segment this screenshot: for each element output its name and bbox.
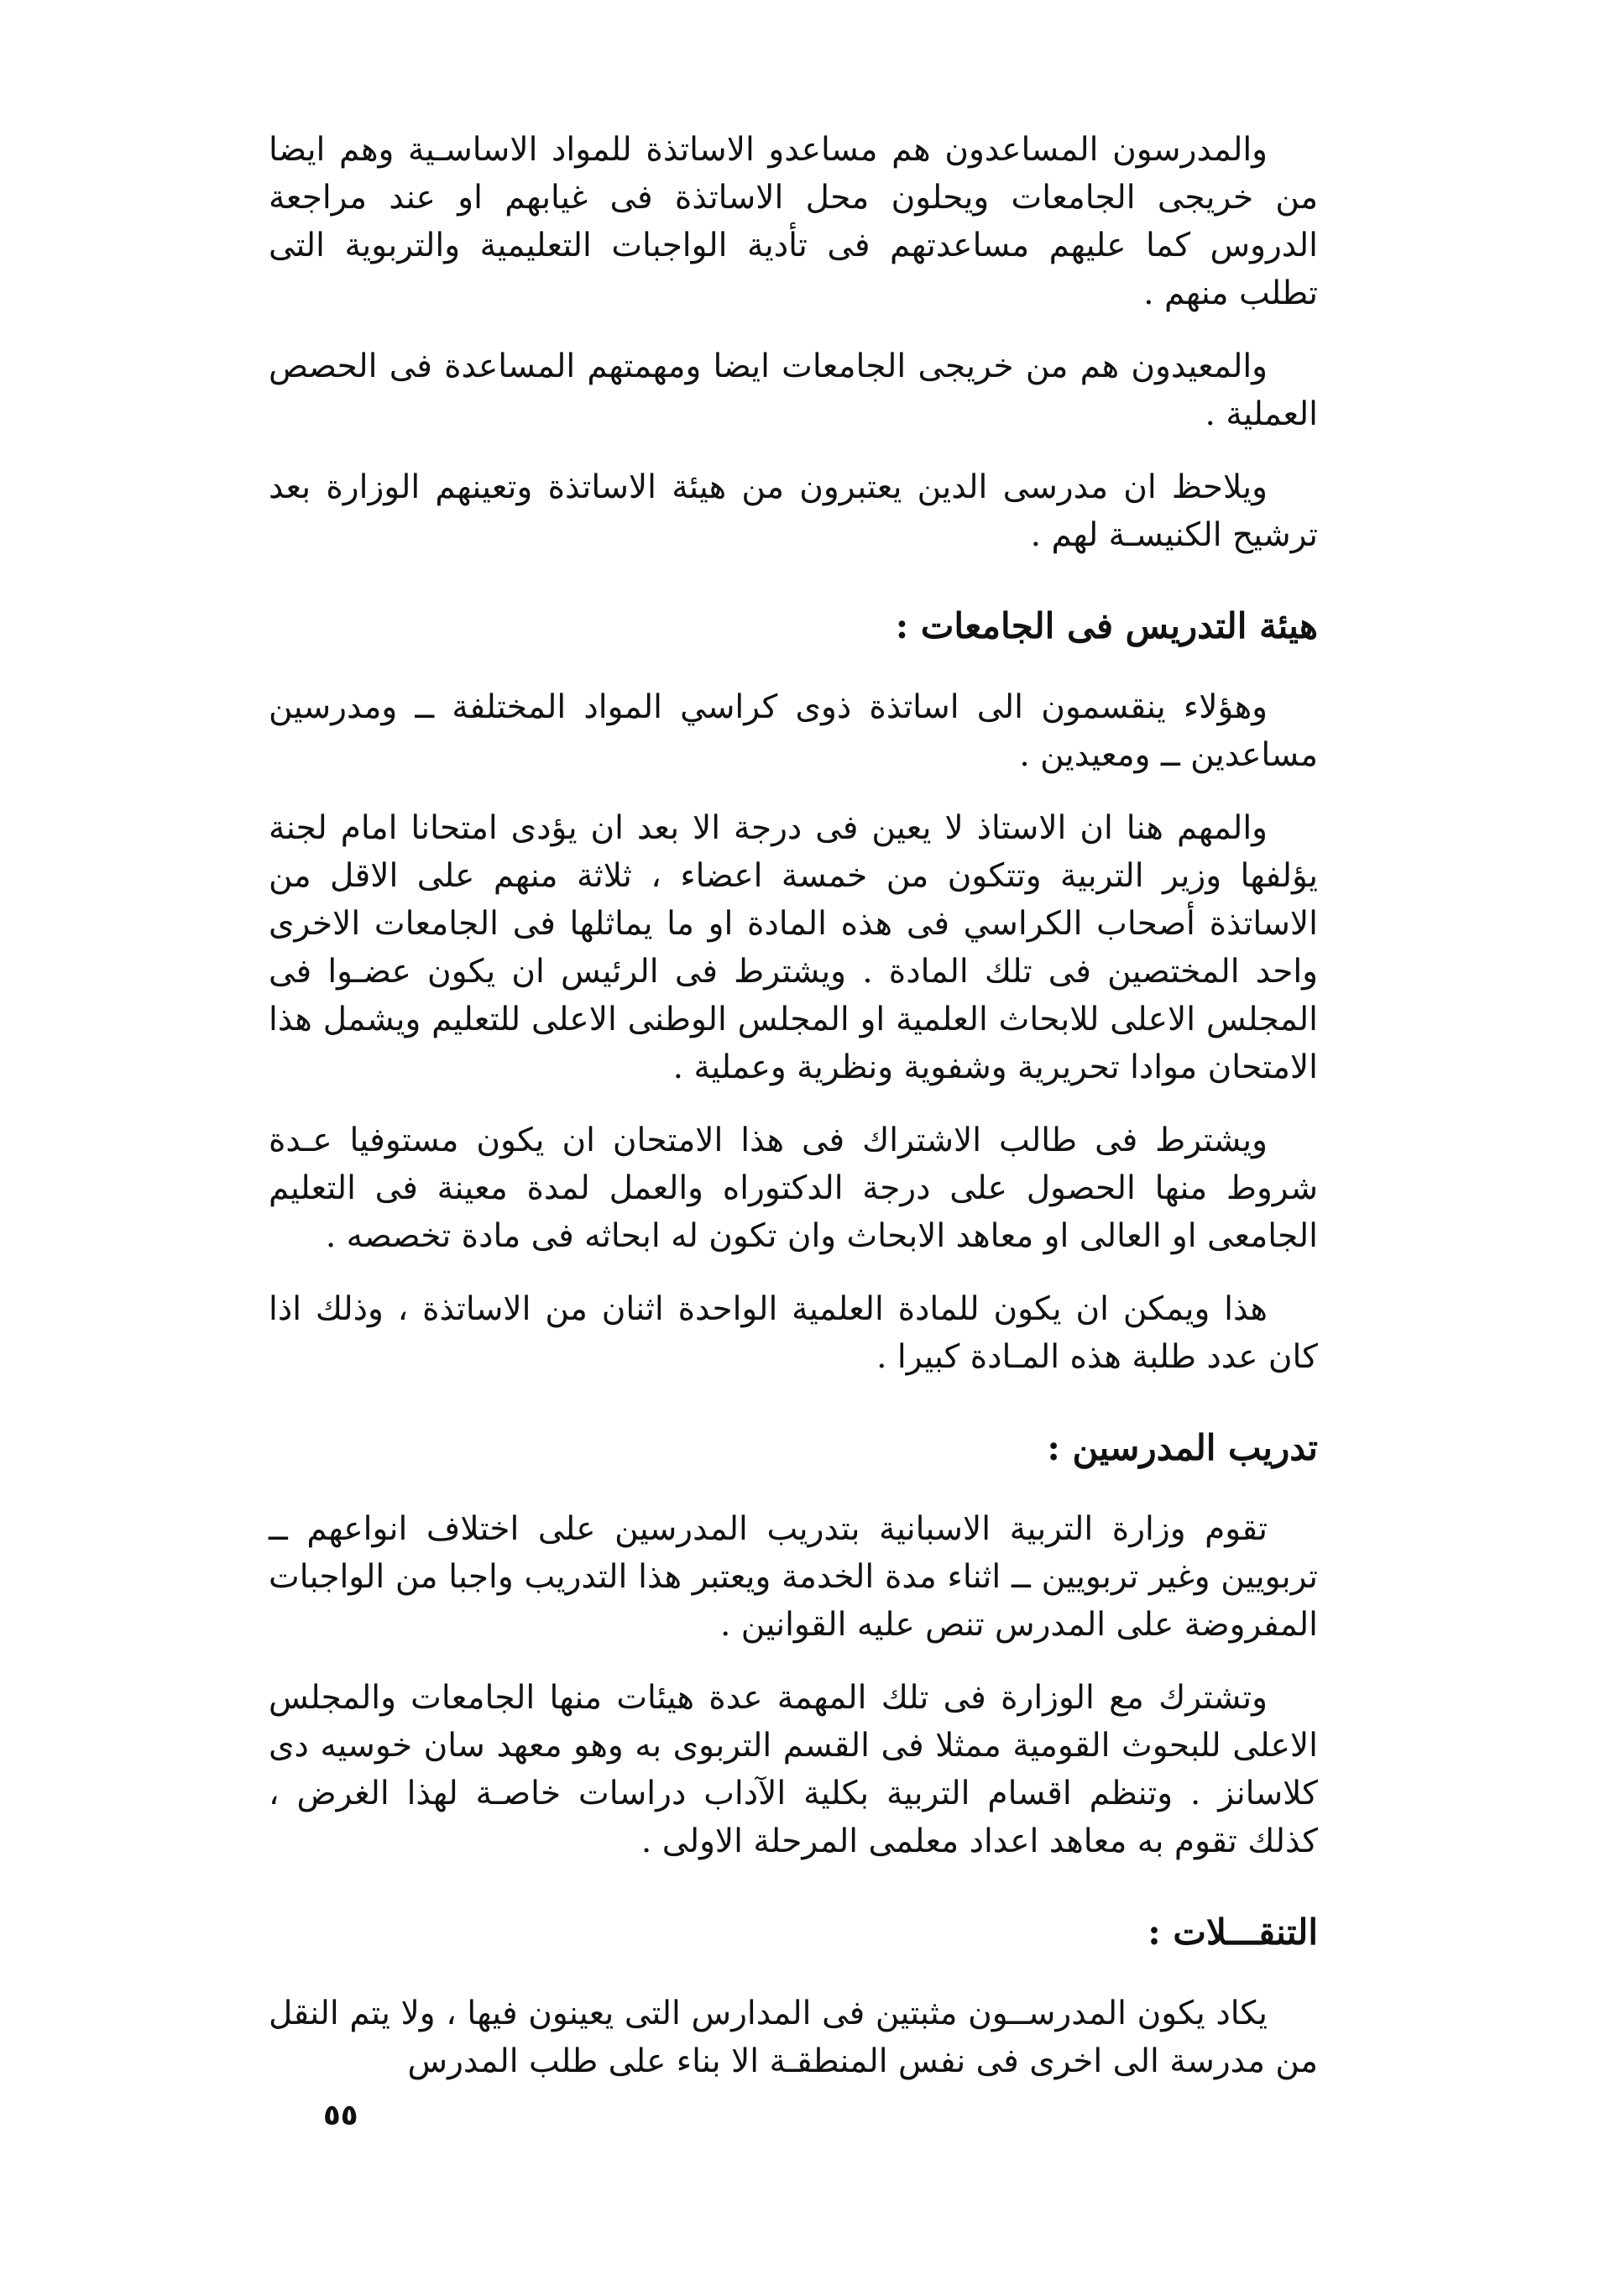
paragraph: والمدرسون المساعدون هم مساعدو الاساتذة للمواد الاساسـية وهم ايضا من خريجى الجامعات ويحلون محل الاساتذة فى غيابهم او عند مراجعة الدروس كما عليهم مساعدتهم فى تأدية الواجبات التعليمية والتربوية التى تطلب منهم .	[269, 131, 1318, 312]
page-body	[269, 126, 1318, 2110]
paragraph: ويلاحظ ان مدرسى الدين يعتبرون من هيئة الاساتذة وتعينهم الوزارة بعد ترشيح الكنيسـة لهم .	[269, 468, 1318, 554]
paragraph: والمعيدون هم من خريجى الجامعات ايضا ومهمتهم المساعدة فى الحصص العملية .	[269, 348, 1318, 433]
section-heading-teacher-training: تدريب المدرسين :	[1047, 1427, 1318, 1468]
page-number: ٥٥	[323, 2099, 358, 2132]
paragraph: ويشترط فى طالب الاشتراك فى هذا الامتحان ان يكون مستوفيا عـدة شروط منها الحصول على درجة الدكتوراه والعمل لمدة معينة فى التعليم الجامعى او العالى او معاهد الابحاث وان تكون له ابحاثه فى مادة تخصصه .	[269, 1122, 1318, 1255]
paragraph: هذا ويمكن ان يكون للمادة العلمية الواحدة اثنان من الاساتذة ، وذلك اذا كان عدد طلبة هذه المـادة كبيرا .	[269, 1290, 1318, 1376]
section-heading-university-faculty: هيئة التدريس فى الجامعات :	[895, 605, 1318, 646]
paragraph: يكاد يكون المدرســون مثبتين فى المدارس التى يعينون فيها ، ولا يتم النقل من مدرسة الى اخرى فى نفس المنطقـة الا بناء على طلب المدرس	[269, 1995, 1318, 2080]
paragraph: تقوم وزارة التربية الاسبانية بتدريب المدرسين على اختلاف انواعهم ــ تربويين وغير تربويين ــ اثناء مدة الخدمة ويعتبر هذا التدريب واجبا من الواجبات المفروضة على المدرس تنص عليه القوانين .	[269, 1510, 1318, 1644]
paragraph: وهؤلاء ينقسمون الى اساتذة ذوى كراسي المواد المختلفة ــ ومدرسين مساعدين ــ ومعيدين .	[269, 688, 1318, 774]
paragraph: والمهم هنا ان الاستاذ لا يعين فى درجة الا بعد ان يؤدى امتحانا امام لجنة يؤلفها وزير التربية وتتكون من خمسة اعضاء ، ثلاثة منهم على الاقل من الاساتذة أصحاب الكراسي فى هذه المادة او ما يماثلها فى الجامعات الاخرى واحد المختصين فى تلك المادة . ويشترط فى الرئيس ان يكون عضـوا فى المجلس الاعلى للابحاث العلمية او المجلس الوطنى الاعلى للتعليم ويشمل هذا الامتحان موادا تحريرية وشفوية ونظرية وعملية .	[269, 809, 1318, 1086]
section-heading-transfers: التنقـــلات :	[1148, 1912, 1318, 1953]
paragraph: وتشترك مع الوزارة فى تلك المهمة عدة هيئات منها الجامعات والمجلس الاعلى للبحوث القومية ممثلا فى القسم التربوى به وهو معهد سان خوسيه دى كلاسانز . وتنظم اقسام التربية بكلية الآداب دراسات خاصـة لهذا الغرض ، كذلك تقوم به معاهد اعداد معلمى المرحلة الاولى .	[269, 1679, 1318, 1860]
